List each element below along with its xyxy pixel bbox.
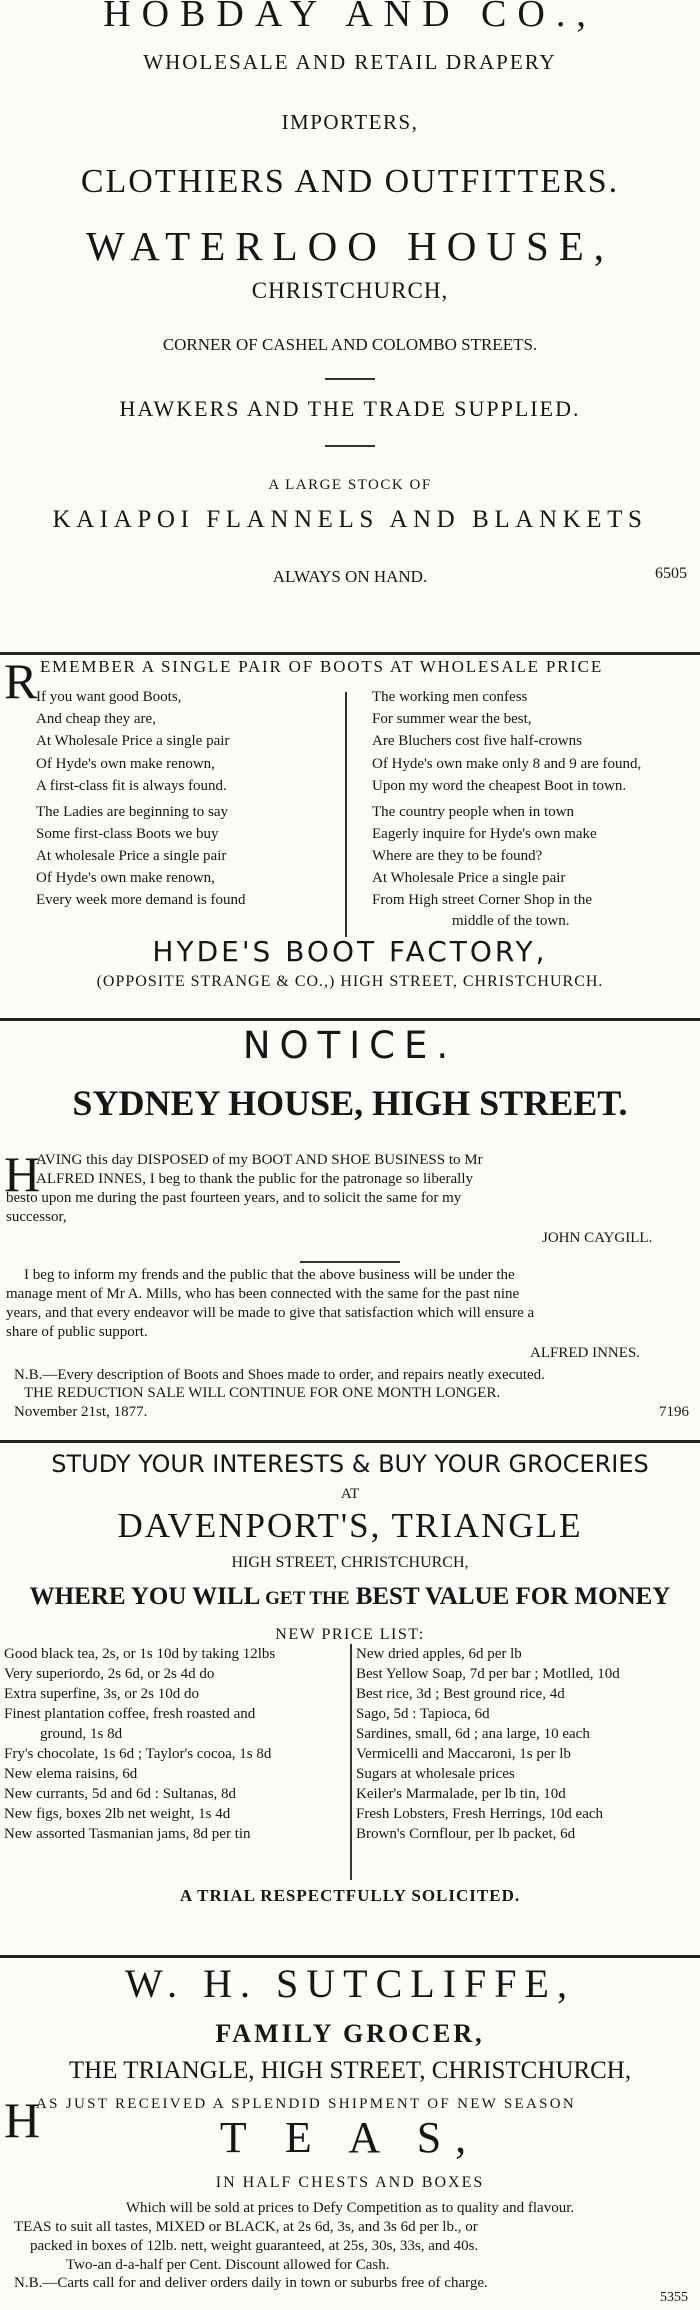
price-right-line: Sugars at wholesale prices: [356, 1766, 515, 1782]
advert-separator: [0, 1955, 700, 1958]
sutcliffe-received: AS JUST RECEIVED A SPLENDID SHIPMENT OF NEW SEASON: [36, 2096, 577, 2112]
column-divider: [345, 692, 347, 937]
hyde-left-line: Of Hyde's own make renown,: [36, 756, 215, 772]
davenport-name: DAVENPORT'S, TRIANGLE: [117, 1506, 583, 1545]
price-right-line: New dried apples, 6d per lb: [356, 1646, 522, 1662]
hobday-line3: CLOTHIERS AND OUTFITTERS.: [80, 163, 620, 200]
hyde-right-line: Eagerly inquire for Hyde's own make: [372, 826, 597, 842]
price-left-line: New elema raisins, 6d: [4, 1766, 138, 1782]
advert-separator: [0, 652, 700, 655]
price-right-line: Brown's Cornflour, per lb packet, 6d: [356, 1826, 576, 1842]
notice-date: November 21st, 1877.: [14, 1404, 148, 1420]
hobday-line2: IMPORTERS,: [281, 110, 419, 134]
hyde-factory: HYDE'S BOOT FACTORY,: [152, 935, 548, 968]
notice-reduction: THE REDUCTION SALE WILL CONTINUE FOR ONE MONTH LONGER.: [24, 1385, 501, 1401]
sutcliffe-dropcap: H: [4, 2092, 41, 2148]
price-right-line: Sago, 5d : Tapioca, 6d: [356, 1706, 490, 1722]
price-left-line: Finest plantation coffee, fresh roasted and: [4, 1706, 256, 1722]
hyde-left-line: A first-class fit is always found.: [36, 778, 227, 794]
notice-ref: 7196: [659, 1404, 689, 1420]
hobday-hawkers: HAWKERS AND THE TRADE SUPPLIED.: [119, 396, 581, 421]
notice-p2-line: share of public support.: [6, 1324, 148, 1340]
sutcliffe-suit-line: packed in boxes of 12lb. nett, weight guaranteed, at 25s, 30s, 33s, and 40s.: [30, 2238, 479, 2254]
sutcliffe-ref: 5355: [660, 2290, 688, 2305]
price-right-line: Fresh Lobsters, Fresh Herrings, 10d each: [356, 1806, 604, 1822]
hyde-right-line: Of Hyde's own make only 8 and 9 are found,: [372, 756, 642, 772]
advert-separator: [0, 1440, 700, 1443]
column-divider: [350, 1644, 352, 1880]
hobday-corner: CORNER OF CASHEL AND COLOMBO STREETS.: [162, 335, 538, 354]
hyde-right-line: From High street Corner Shop in the: [372, 892, 592, 908]
davenport-study: STUDY YOUR INTERESTS & BUY YOUR GROCERIES: [51, 1450, 649, 1478]
hobday-ref: 6505: [655, 565, 687, 582]
price-left-line: Fry's chocolate, 1s 6d ; Taylor's cocoa, 1s 8d: [4, 1746, 272, 1762]
sutcliffe-teas: T E A S,: [219, 2113, 481, 2162]
sutcliffe-chests: IN HALF CHESTS AND BOXES: [215, 2174, 485, 2191]
notice-p2-line: manage ment of Mr A. Mills, who has been connected with the same for the past nine: [6, 1286, 520, 1302]
davenport-best-c: BEST VALUE FOR MONEY: [355, 1583, 671, 1610]
divider: [325, 445, 375, 447]
price-left-line: New currants, 5d and 6d : Sultanas, 8d: [4, 1786, 237, 1802]
price-left-line: Good black tea, 2s, or 1s 10d by taking 12lbs: [4, 1646, 276, 1662]
hobday-title: HOBDAY AND CO.,: [103, 0, 597, 35]
hyde-headline: EMEMBER A SINGLE PAIR OF BOOTS AT WHOLESALE PRICE: [40, 657, 604, 676]
hyde-right-line: The working men confess: [372, 689, 528, 705]
notice-p2-line: years, and that every endeavor will be made to give that satisfaction which will ensure a: [6, 1305, 535, 1321]
advert-separator: [0, 1018, 700, 1021]
price-left-line: Very superiordo, 2s 6d, or 2s 4d do: [4, 1666, 215, 1682]
notice-house: SYDNEY HOUSE, HIGH STREET.: [72, 1083, 628, 1123]
price-left-line: New figs, boxes 2lb net weight, 1s 4d: [4, 1806, 231, 1822]
price-right-line: Keiler's Marmalade, per lb tin, 10d: [356, 1786, 566, 1802]
notice-sig1: JOHN CAYGILL.: [542, 1230, 653, 1246]
sutcliffe-family: FAMILY GROCER,: [215, 2019, 485, 2048]
hyde-left-line: Of Hyde's own make renown,: [36, 870, 215, 886]
hyde-left-line: The Ladies are beginning to say: [36, 804, 229, 820]
hobday-city: CHRISTCHURCH,: [251, 278, 449, 303]
hyde-right-line: Upon my word the cheapest Boot in town.: [372, 778, 627, 794]
sutcliffe-name: W. H. SUTCLIFFE,: [125, 1961, 575, 2006]
davenport-trial: A TRIAL RESPECTFULLY SOLICITED.: [179, 1886, 521, 1905]
notice-p1-line: ALFRED INNES, I beg to thank the public for the patronage so liberally: [36, 1171, 473, 1187]
notice-p1-line: AVING this day DISPOSED of my BOOT AND SHOE BUSINESS to Mr: [36, 1152, 483, 1168]
price-left-line: New assorted Tasmanian jams, 8d per tin: [4, 1826, 251, 1842]
hyde-left-line: At Wholesale Price a single pair: [36, 733, 230, 749]
hyde-right-line: Are Bluchers cost five half-crowns: [372, 733, 582, 749]
hobday-always: ALWAYS ON HAND.: [272, 567, 428, 586]
hobday-stock: A LARGE STOCK OF: [268, 477, 432, 493]
davenport-best: [0, 1583, 700, 1611]
hyde-left-line: At wholesale Price a single pair: [36, 848, 227, 864]
davenport-street: HIGH STREET, CHRISTCHURCH,: [231, 1554, 469, 1571]
hyde-right-line: middle of the town.: [452, 913, 570, 929]
price-right-line: Best rice, 3d ; Best ground rice, 4d: [356, 1686, 565, 1702]
hobday-line1: WHOLESALE AND RETAIL DRAPERY: [143, 50, 557, 74]
notice-nb: N.B.—Every description of Boots and Shoes made to order, and repairs neatly executed.: [14, 1367, 545, 1383]
sutcliffe-suit-line: TEAS to suit all tastes, MIXED or BLACK, at 2s 6d, 3s, and 3s 6d per lb., or: [14, 2219, 478, 2235]
hyde-left-line: If you want good Boots,: [36, 689, 182, 705]
notice-dropcap: H: [4, 1146, 41, 1202]
hobday-kaiapoi: KAIAPOI FLANNELS AND BLANKETS: [52, 506, 648, 533]
notice-title: NOTICE.: [242, 1024, 458, 1067]
notice-p1-line: besto upon me during the past fourteen years, and to solicit the same for my: [6, 1190, 462, 1206]
price-right-line: Vermicelli and Maccaroni, 1s per lb: [356, 1746, 571, 1762]
price-right-line: Sardines, small, 6d ; ana large, 10 each: [356, 1726, 590, 1742]
price-left-line: Extra superfine, 3s, or 2s 10d do: [4, 1686, 199, 1702]
notice-p2-line: I beg to inform my frends and the public that the above business will be under the: [24, 1267, 515, 1283]
sutcliffe-suit-line: Two-an d-a-half per Cent. Discount allowed for Cash.: [66, 2257, 390, 2273]
hyde-right-line: Where are they to be found?: [372, 848, 543, 864]
davenport-at: AT: [340, 1486, 360, 1502]
notice-p1-line: successor,: [6, 1209, 67, 1225]
davenport-best-a: WHERE YOU WILL: [29, 1583, 259, 1610]
notice-sig2: ALFRED INNES.: [530, 1345, 641, 1361]
divider: [325, 378, 375, 380]
hobday-house: WATERLOO HOUSE,: [85, 223, 615, 269]
hyde-left-line: Some first-class Boots we buy: [36, 826, 219, 842]
sutcliffe-nb: N.B.—Carts call for and deliver orders daily in town or suburbs free of charge.: [14, 2275, 488, 2291]
hyde-right-line: The country people when in town: [372, 804, 575, 820]
price-right-line: Best Yellow Soap, 7d per bar ; Motlled, 10d: [356, 1666, 620, 1682]
hyde-right-line: At Wholesale Price a single pair: [372, 870, 566, 886]
hyde-left-line: And cheap they are,: [36, 711, 156, 727]
price-left-line: ground, 1s 8d: [40, 1726, 123, 1742]
hyde-right-line: For summer wear the best,: [372, 711, 532, 727]
hyde-left-line: Every week more demand is found: [36, 892, 246, 908]
hyde-dropcap: R: [4, 653, 38, 709]
sutcliffe-sold: Which will be sold at prices to Defy Competition as to quality and flavour.: [125, 2200, 575, 2216]
davenport-best-b: GET THE: [265, 1588, 350, 1609]
divider: [300, 1261, 400, 1263]
hyde-address: (OPPOSITE STRANGE & CO.,) HIGH STREET, CHRISTCHURCH.: [96, 973, 604, 990]
sutcliffe-address: THE TRIANGLE, HIGH STREET, CHRISTCHURCH,: [68, 2057, 632, 2084]
davenport-pricelist: NEW PRICE LIST:: [275, 1626, 425, 1643]
